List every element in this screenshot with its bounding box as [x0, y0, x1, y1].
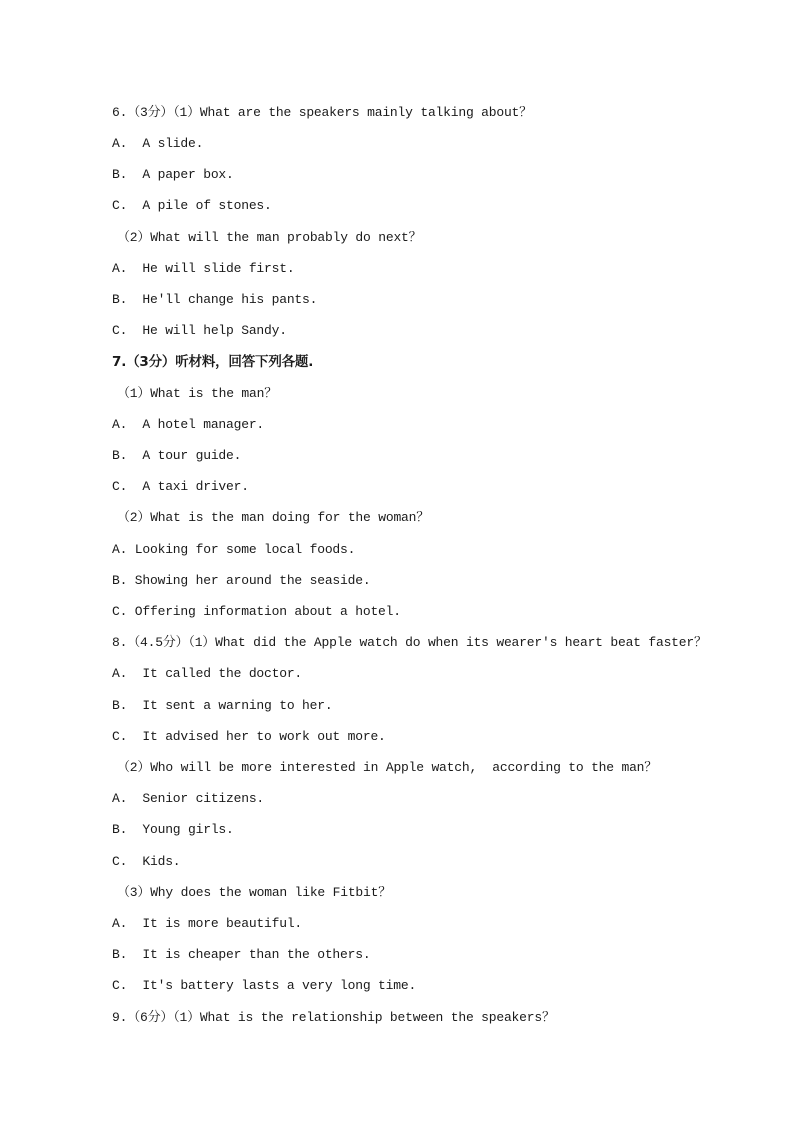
- option-c: C. A pile of stones.: [112, 198, 272, 213]
- option-b: B. Showing her around the seaside.: [112, 573, 371, 588]
- option-a: A. Looking for some local foods.: [112, 542, 356, 557]
- option-c: C. It advised her to work out more.: [112, 729, 386, 744]
- option-c: C. He will help Sandy.: [112, 323, 287, 338]
- option-b: B. A tour guide.: [112, 448, 242, 463]
- question-9-stem: 9.（6分）（1）What is the relationship between the speakers？: [112, 1010, 555, 1025]
- option-c: C. Offering information about a hotel.: [112, 604, 401, 619]
- option-c: C. Kids.: [112, 854, 181, 869]
- option-a: A. Senior citizens.: [112, 791, 265, 806]
- question-8-stem: 8.（4.5分）（1）What did the Apple watch do when its wearer's heart beat faster？: [112, 635, 707, 650]
- option-b: B. He'll change his pants.: [112, 292, 318, 307]
- question-6-2-stem: （2）What will the man probably do next？: [117, 230, 422, 245]
- option-b: B. It is cheaper than the others.: [112, 947, 371, 962]
- option-a: A. He will slide first.: [112, 261, 295, 276]
- option-a: A. It called the doctor.: [112, 666, 303, 681]
- question-6-stem: 6.（3分）（1）What are the speakers mainly talking about？: [112, 105, 532, 120]
- question-7-2-stem: （2）What is the man doing for the woman？: [117, 510, 430, 525]
- question-7-stem: 7.（3分）听材料，回答下列各题.: [112, 354, 314, 370]
- option-a: A. A hotel manager.: [112, 417, 265, 432]
- option-a: A. It is more beautiful.: [112, 916, 303, 931]
- question-8-3-stem: （3）Why does the woman like Fitbit？: [117, 885, 392, 900]
- option-b: B. Young girls.: [112, 822, 234, 837]
- option-b: B. It sent a warning to her.: [112, 698, 333, 713]
- question-7-1-stem: （1）What is the man？: [117, 386, 278, 401]
- option-b: B. A paper box.: [112, 167, 234, 182]
- option-c: C. A taxi driver.: [112, 479, 249, 494]
- option-a: A. A slide.: [112, 136, 204, 151]
- question-8-2-stem: （2）Who will be more interested in Apple watch, according to the man？: [117, 760, 658, 775]
- option-c: C. It's battery lasts a very long time.: [112, 978, 417, 993]
